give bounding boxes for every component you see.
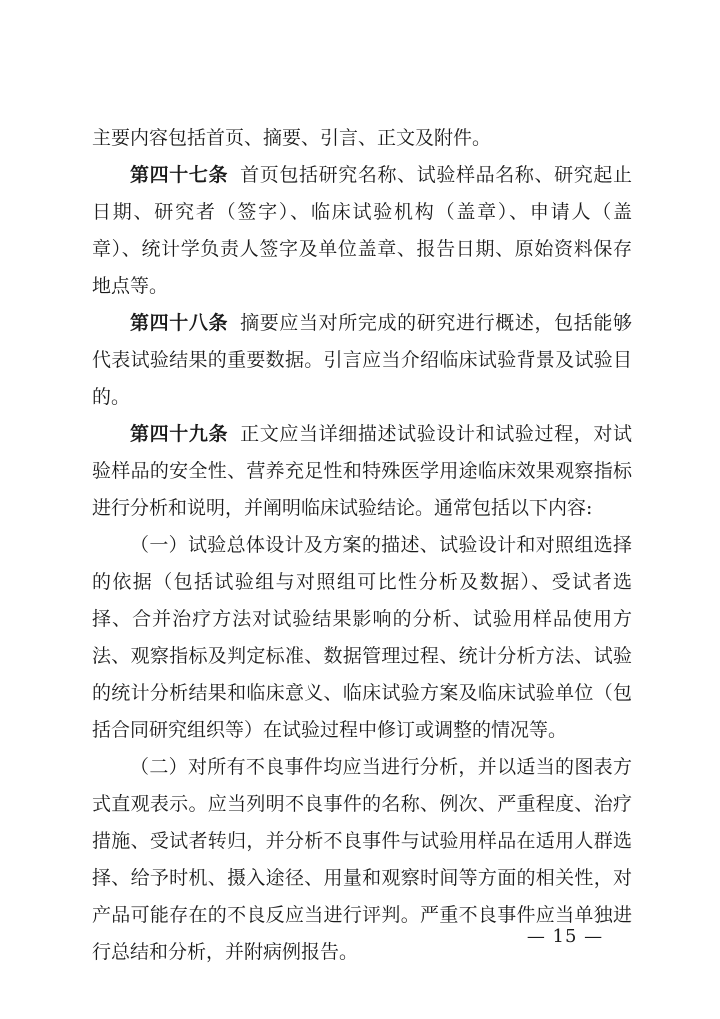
page-number: — 15 — [526, 926, 604, 947]
document-body [92, 120, 632, 971]
paragraph-intro [92, 120, 632, 157]
paragraph-text: 正文应当详细描述试验设计和试验过程，对试验样品的安全性、营养充足性和特殊医学用途临床效果观察指标进行分析和说明，并阐明临床试验结论。通常包括以下内容: [92, 423, 632, 519]
paragraph-text: 摘要应当对所完成的研究进行概述，包括能够代表试验结果的重要数据。引言应当介绍临床试验背景及试验目的。 [92, 312, 632, 408]
article-48 [92, 305, 632, 416]
paragraph-text: 主要内容包括首页、摘要、引言、正文及附件。 [92, 127, 492, 149]
article-49 [92, 416, 632, 527]
paragraph-text: （一）试验总体设计及方案的描述、试验设计和对照组选择的依据（包括试验组与对照组可比性分析及数据）、受试者选择、合并治疗方法对试验结果影响的分析、试验用样品使用方法、观察指标及判定标准、数据管理过程、统计分析方法、试验的统计分析结果和临床意义、临床试验方案及临床试验单位（包括合同研究组织等）在试验过程中修订或调整的情况等。 [92, 534, 632, 741]
article-number: 第四十八条 [130, 312, 229, 334]
article-number: 第四十七条 [130, 164, 229, 186]
paragraph-text: 首页包括研究名称、试验样品名称、研究起止日期、研究者（签字）、临床试验机构（盖章）、申请人（盖章）、统计学负责人签字及单位盖章、报告日期、原始资料保存地点等。 [92, 164, 632, 297]
item-1 [92, 527, 632, 749]
article-47 [92, 157, 632, 305]
paragraph-text: （二）对所有不良事件均应当进行分析，并以适当的图表方式直观表示。应当列明不良事件的名称、例次、严重程度、治疗措施、受试者转归，并分析不良事件与试验用样品在适用人群选择、给予时机、摄入途径、用量和观察时间等方面的相关性，对产品可能存在的不良反应当进行评判。严重不良事件应当单独进行总结和分析，并附病例报告。 [92, 756, 632, 963]
article-number: 第四十九条 [130, 423, 229, 445]
